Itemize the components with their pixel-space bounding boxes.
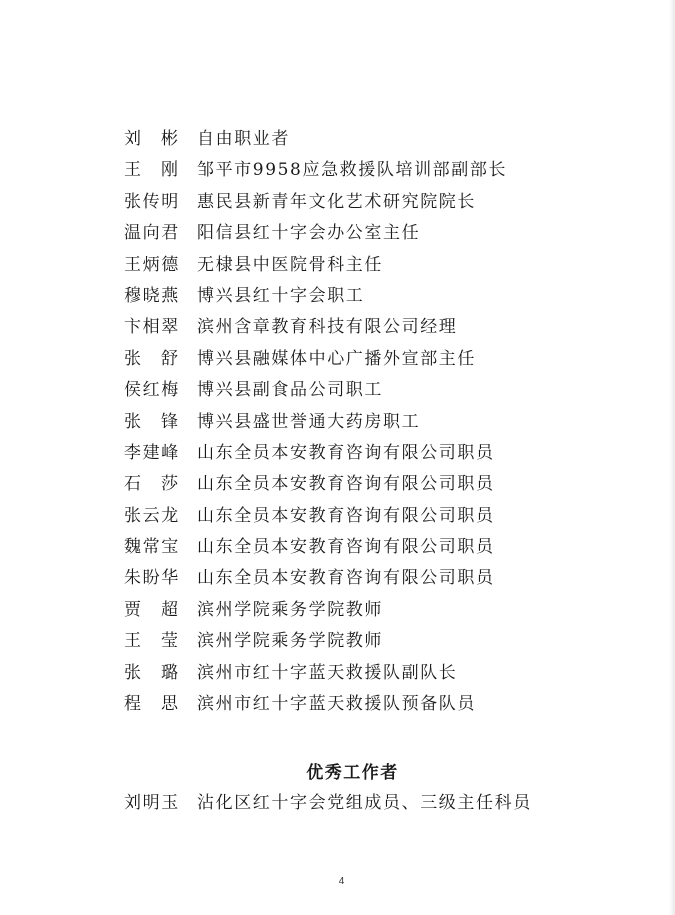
list-item: [124, 250, 507, 281]
list-item: [124, 501, 507, 532]
person-name: 张舒: [124, 348, 198, 369]
section-heading: 优秀工作者: [306, 763, 399, 783]
list-item: [124, 658, 507, 689]
person-name: 王刚: [124, 160, 198, 181]
person-organization: 沾化区红十字会党组成员、三级主任科员: [197, 793, 532, 813]
person-name: 张传明: [124, 191, 180, 212]
person-name: 贾超: [124, 599, 198, 620]
person-organization: 阳信县红十字会办公室主任: [197, 223, 421, 244]
section-list: [124, 788, 532, 819]
person-organization: 山东全员本安教育咨询有限公司职员: [197, 474, 495, 495]
list-item: [124, 532, 507, 563]
list-item: [124, 281, 507, 312]
list-item: [124, 344, 507, 375]
person-organization: 无棣县中医院骨科主任: [197, 254, 383, 275]
list-item: [124, 187, 507, 218]
person-organization: 博兴县融媒体中心广播外宣部主任: [197, 348, 476, 369]
person-organization: 山东全员本安教育咨询有限公司职员: [197, 505, 495, 526]
person-name: 李建峰: [124, 442, 180, 463]
list-item: [124, 407, 507, 438]
person-name: 魏常宝: [124, 537, 180, 558]
list-item: [124, 689, 507, 720]
person-name: 穆晓燕: [124, 285, 180, 306]
person-name: 张璐: [124, 662, 198, 683]
person-name: 温向君: [124, 223, 180, 244]
person-organization: 滨州学院乘务学院教师: [197, 599, 383, 620]
person-name: 王莹: [124, 631, 198, 652]
person-name: 程思: [124, 694, 198, 715]
person-name: 侯红梅: [124, 380, 180, 401]
person-name: 张锋: [124, 411, 198, 432]
person-organization: 山东全员本安教育咨询有限公司职员: [197, 568, 495, 589]
page-number: 4: [338, 876, 345, 887]
person-organization: 博兴县红十字会职工: [197, 285, 365, 306]
person-name: 王炳德: [124, 254, 180, 275]
list-item: [124, 438, 507, 469]
person-organization: 滨州学院乘务学院教师: [197, 631, 383, 652]
person-organization: 滨州市红十字蓝天救援队副队长: [197, 662, 458, 683]
name-list: [124, 124, 507, 720]
person-name: 刘彬: [124, 129, 198, 149]
person-organization: 博兴县盛世誉通大药房职工: [197, 411, 421, 432]
list-item: [124, 124, 507, 155]
person-name: 朱盼华: [124, 568, 180, 589]
person-organization: 惠民县新青年文化艺术研究院院长: [197, 191, 476, 212]
list-item: [124, 469, 507, 500]
person-organization: 山东全员本安教育咨询有限公司职员: [197, 537, 495, 558]
person-organization: 滨州市红十字蓝天救援队预备队员: [197, 694, 476, 715]
list-item: [124, 218, 507, 249]
list-item: [124, 312, 507, 343]
list-item: [124, 375, 507, 406]
list-item: [124, 626, 507, 657]
person-name: 张云龙: [124, 505, 180, 526]
person-name: 刘明玉: [124, 793, 180, 813]
person-organization: 邹平市9958应急救援队培训部副部长: [197, 160, 508, 181]
list-item: [124, 155, 507, 186]
person-name: 卞相翠: [124, 317, 180, 338]
list-item: [124, 595, 507, 626]
person-organization: 滨州含章教育科技有限公司经理: [197, 317, 458, 338]
person-organization: 自由职业者: [197, 129, 290, 149]
list-item: [124, 563, 507, 594]
person-organization: 博兴县副食品公司职工: [197, 380, 383, 401]
person-organization: 山东全员本安教育咨询有限公司职员: [197, 442, 495, 463]
list-item: [124, 788, 532, 819]
person-name: 石莎: [124, 474, 198, 495]
